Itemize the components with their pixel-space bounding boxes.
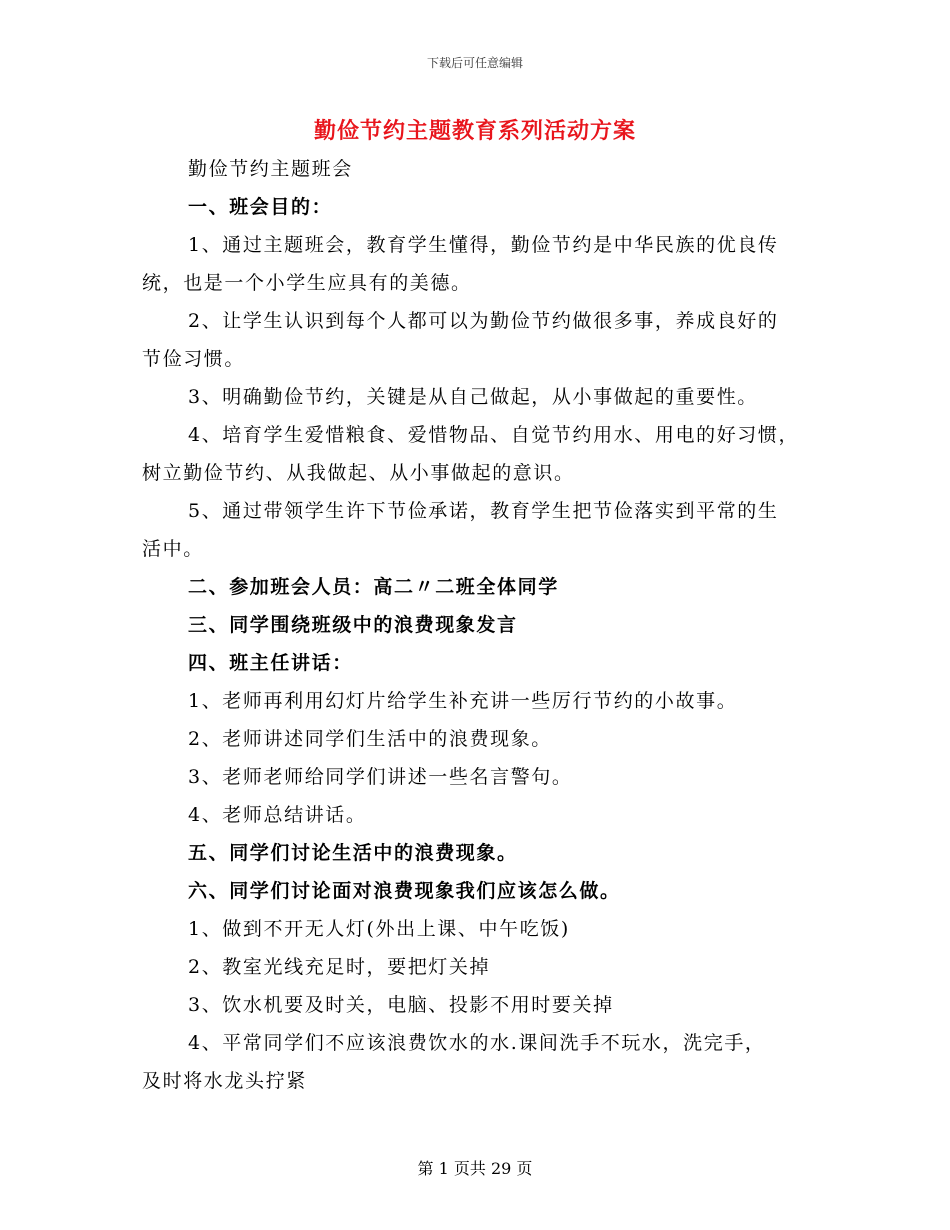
body-line: 1、老师再利用幻灯片给学生补充讲一些厉行节约的小故事。 (188, 690, 738, 712)
body-line: 节俭习惯。 (142, 348, 246, 370)
body-line: 2、教室光线充足时，要把灯关掉 (188, 956, 491, 978)
section-heading: 一、班会目的： (188, 196, 333, 218)
section-heading: 三、同学围绕班级中的浪费现象发言 (188, 614, 518, 636)
body-line: 5、通过带领学生许下节俭承诺，教育学生把节俭落实到平常的生 (188, 500, 779, 522)
body-line: 勤俭节约主题班会 (188, 158, 353, 180)
header-note: 下载后可任意编辑 (426, 56, 523, 70)
section-heading: 六、同学们讨论面对浪费现象我们应该怎么做。 (188, 880, 621, 902)
body-line: 及时将水龙头拧紧 (142, 1070, 307, 1092)
document-body (142, 150, 822, 1100)
section-heading: 二、参加班会人员：高二〃二班全体同学 (188, 576, 559, 598)
body-line: 4、培育学生爱惜粮食、爱惜物品、自觉节约用水、用电的好习惯， (188, 424, 800, 446)
body-line: 1、通过主题班会，教育学生懂得，勤俭节约是中华民族的优良传 (188, 234, 779, 256)
body-line: 2、老师讲述同学们生活中的浪费现象。 (188, 728, 552, 750)
page-footer: 第 1 页共 29 页 (417, 1159, 533, 1178)
document-title: 勤俭节约主题教育系列活动方案 (313, 118, 636, 144)
section-heading: 四、班主任讲话： (188, 652, 353, 674)
body-line: 活中。 (142, 538, 204, 560)
body-line: 统，也是一个小学生应具有的美德。 (142, 272, 472, 294)
body-line: 3、饮水机要及时关，电脑、投影不用时要关掉 (188, 994, 614, 1016)
body-line: 4、平常同学们不应该浪费饮水的水.课间洗手不玩水，洗完手， (188, 1032, 766, 1054)
section-heading: 五、同学们讨论生活中的浪费现象。 (188, 842, 518, 864)
body-line: 2、让学生认识到每个人都可以为勤俭节约做很多事，养成良好的 (188, 310, 779, 332)
body-line: 3、老师老师给同学们讲述一些名言警句。 (188, 766, 573, 788)
body-line: 3、明确勤俭节约，关键是从自己做起，从小事做起的重要性。 (188, 386, 758, 408)
body-line: 4、老师总结讲话。 (188, 804, 367, 826)
body-line: 树立勤俭节约、从我做起、从小事做起的意识。 (142, 462, 575, 484)
body-line: 1、做到不开无人灯(外出上课、中午吃饭) (188, 918, 570, 940)
